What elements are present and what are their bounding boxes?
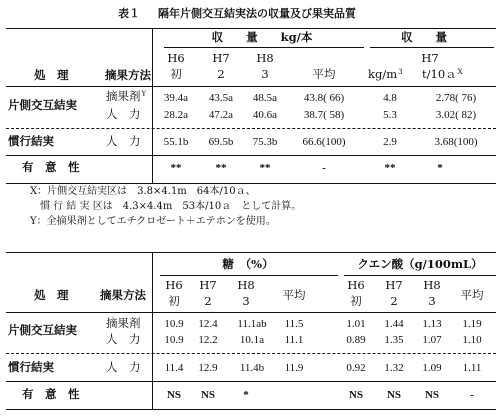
table1-h7-header: H7: [421, 51, 439, 65]
table2-cell-s7: 12.2: [198, 334, 218, 346]
table1-row-method: 人 力: [106, 107, 141, 121]
table1-treatment-header: 処 理: [34, 68, 69, 82]
table2-cell-s7: 12.4: [198, 318, 218, 330]
table2-sugar-h6-sub: 初: [168, 294, 180, 308]
table2-citric-avg-header: 平均: [460, 288, 484, 302]
table2-rule: [6, 381, 496, 382]
table2-sig-c7: NS: [386, 389, 402, 401]
table2-vertical-rule: [152, 252, 153, 410]
table2-citric-h7-sub: 2: [390, 294, 398, 308]
table2-sig-c6: NS: [348, 389, 364, 401]
table2-sugar-h7-sub: 2: [204, 294, 212, 308]
table1-bottom-rule: [6, 183, 496, 184]
table2-treatment-header: 処 理: [34, 288, 69, 302]
table2-bottom-rule: [6, 409, 496, 410]
table2-top-rule: [6, 252, 496, 253]
table1-cell-h6: 39.4a: [163, 92, 189, 104]
table2-sig-cavg: -: [470, 389, 474, 401]
table-caption-title: 隔年片側交互結実法の収量及び果実品質: [158, 7, 356, 20]
table1-vertical-rule: [152, 28, 153, 183]
table2-cell-c8: 1.07: [422, 334, 442, 346]
table1-cell-avg: 38.7( 58): [303, 109, 345, 121]
table1-dashed-rule: [6, 128, 496, 129]
table1-cell-h7: 43.5a: [208, 92, 234, 104]
table1-cell-kgm3: 5.3: [383, 109, 397, 121]
table1-header-rule: [6, 86, 496, 87]
table1-year-h6: H6: [167, 51, 185, 65]
table2-sugar-avg-header: 平均: [282, 288, 306, 302]
note-x-cont: 慣 行 結 実 区は 4.3×4.4m 53本/10ａ として計算。: [30, 201, 302, 212]
table1-sig-h7: **: [215, 162, 227, 174]
table1-cell-h7: 47.2a: [208, 109, 234, 121]
table2-cell-s8: 11.1ab: [237, 318, 267, 330]
table1-row-method: 摘果剤$^Y$: [106, 89, 147, 103]
table2-cell-s8: 10.1a: [239, 334, 265, 346]
table2-cell-c6: 0.92: [346, 362, 366, 374]
table2-citric-h8: H8: [423, 278, 441, 292]
table1-cell-t10a: 3.68(100): [434, 136, 478, 148]
table1-method-header: 摘果方法: [105, 68, 151, 82]
table1-year-h8-sub: 3: [261, 67, 269, 81]
table1-sig-h8: **: [259, 162, 271, 174]
table2-cell-s6: 10.9: [164, 334, 184, 346]
table2-citric-h7: H7: [385, 278, 403, 292]
table1-cell-h6: 55.1b: [163, 136, 189, 148]
table2-sugar-h8-sub: 3: [242, 294, 250, 308]
table2-method-header: 摘果方法: [100, 288, 146, 302]
table1-cell-h8: 75.3b: [252, 136, 278, 148]
table2-sig-s6: NS: [166, 389, 182, 401]
table2-cell-c6: 0.89: [346, 334, 366, 346]
table2-citric-group-header: クエン酸（g/100mL）: [357, 257, 483, 271]
table1-cell-h6: 28.2a: [163, 109, 189, 121]
table1-sig-h6: **: [170, 162, 182, 174]
table1-cell-t10a: 3.02( 82): [435, 109, 477, 121]
table1-cell-t10a: 2.78( 76): [435, 92, 477, 104]
table1-cell-h8: 48.5a: [252, 92, 278, 104]
table2-header-rule: [6, 312, 496, 313]
table1-unit-t10a: t/10ａ$^X$: [422, 67, 463, 81]
table2-row-method: 摘果剤: [106, 316, 141, 330]
table2-sig-s7: NS: [200, 389, 216, 401]
table2-sig-c8: NS: [424, 389, 440, 401]
table2-conv-method: 人 力: [106, 360, 141, 374]
table2-cell-c6: 1.01: [346, 318, 366, 330]
table1-cell-h8: 40.6a: [252, 109, 278, 121]
table2-sig-label: 有 意 性: [22, 387, 80, 401]
table1-cell-avg: 66.6(100): [302, 136, 346, 148]
table1-sig-kgm3: **: [384, 162, 396, 174]
table2-cell-c8: 1.09: [422, 362, 442, 374]
table2-cell-cavg: 1.10: [462, 334, 482, 346]
table1-conv-label: 慣行結実: [8, 134, 54, 148]
table2-cell-cavg: 1.19: [462, 318, 482, 330]
table2-cell-savg: 11.1: [284, 334, 304, 346]
table1-cell-avg: 43.8( 66): [303, 92, 345, 104]
table2-sig-s8: *: [243, 389, 249, 401]
note-x: X：片側交互結実区は 3.8×4.1m 64本/10ａ、: [30, 186, 256, 197]
table1-yield2-group-header: 収 量: [401, 30, 447, 44]
table1-cell-kgm3: 2.9: [383, 136, 397, 148]
table1-year-h7-sub: 2: [217, 67, 225, 81]
table1-unit-kgm3: $kg/m^3$: [368, 67, 403, 81]
table2-group2-underline: [344, 275, 496, 276]
table2-conv-label: 慣行結実: [8, 360, 54, 374]
table2-citric-h6: H6: [347, 278, 365, 292]
note-y: Y：全摘果剤としてエチクロゼート＋エテホンを使用。: [30, 216, 276, 227]
table1-top-rule: [6, 28, 496, 29]
table1-sig-t10a: *: [437, 162, 443, 174]
table2-citric-h6-sub: 初: [350, 294, 362, 308]
table1-year-h7: H7: [212, 51, 230, 65]
table1-group1-label: 片側交互結実: [8, 98, 77, 112]
table1-sig-label: 有 意 性: [22, 160, 80, 174]
table1-conv-method: 人 力: [106, 134, 141, 148]
table2-group-underline: [160, 275, 338, 276]
table1-sig-avg: -: [322, 162, 326, 174]
table2-sugar-group-header: 糖 （%）: [222, 257, 274, 271]
table1-year-h6-sub: 初: [170, 67, 182, 81]
table2-citric-h8-sub: 3: [428, 294, 436, 308]
table2-cell-s8: 11.4b: [239, 362, 265, 374]
table2-cell-s6: 11.4: [164, 362, 184, 374]
table1-year-h8: H8: [256, 51, 274, 65]
table2-sugar-h7: H7: [199, 278, 217, 292]
table2-cell-savg: 11.5: [284, 318, 304, 330]
table1-rule: [6, 155, 496, 156]
table1-avg-header: 平均: [312, 67, 336, 81]
table2-sugar-h8: H8: [237, 278, 255, 292]
table2-dashed-rule: [6, 353, 496, 354]
table1-cell-h7: 69.5b: [208, 136, 234, 148]
table2-cell-c8: 1.13: [422, 318, 442, 330]
table2-cell-c7: 1.32: [384, 362, 404, 374]
table2-row-method: 人 力: [106, 332, 141, 346]
table1-group-underline: [164, 47, 364, 48]
table2-cell-c7: 1.35: [384, 334, 404, 346]
table2-group1-label: 片側交互結実: [8, 323, 77, 337]
table2-cell-cavg: 1.11: [462, 362, 482, 374]
table2-cell-s6: 10.9: [164, 318, 184, 330]
table2-cell-savg: 11.9: [284, 362, 304, 374]
table2-cell-s7: 12.9: [198, 362, 218, 374]
table-caption-label: 表１: [118, 7, 140, 20]
table1-cell-kgm3: 4.8: [383, 92, 397, 104]
table2-cell-c7: 1.44: [384, 318, 404, 330]
table1-group2-underline: [370, 47, 494, 48]
table1-yield-group-header: 収 量 kg/本: [211, 30, 313, 44]
table2-sugar-h6: H6: [165, 278, 183, 292]
